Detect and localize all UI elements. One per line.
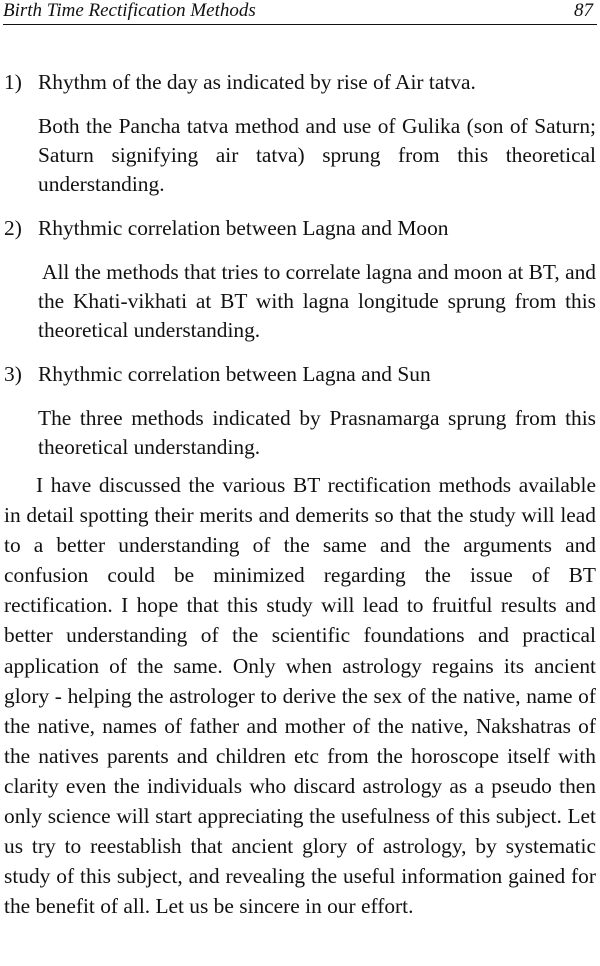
- list-item-number: 1): [4, 70, 22, 94]
- list-item: [4, 213, 596, 359]
- list-item-number: 3): [4, 362, 22, 386]
- list-item-description: Both the Pancha tatva method and use of Gulika (son of Saturn; Saturn signifying air tatva) sprung from this theoretical understanding.: [38, 114, 596, 196]
- body-text: [4, 67, 596, 921]
- list-item-description: All the methods that tries to correlate lagna and moon at BT, and the Khati-vikhati at BT with lagna longitude sprung from this theoretical understanding.: [38, 260, 596, 342]
- list-item: [4, 359, 596, 462]
- page-number: 87: [574, 0, 593, 21]
- list-item-description: The three methods indicated by Prasnamarga sprung from this theoretical understanding.: [38, 406, 596, 459]
- closing-paragraph: I have discussed the various BT rectification methods available in detail spotting their merits and demerits so that the study will lead to a better understanding of the same and the arguments and confusion could be minimized regarding the issue of BT rectification. I hope that this study will lead to fruitful results and better understanding of the scientific foundations and practical application of the same. Only when astrology regains its ancient glory - helping the astrologer to derive the sex of the native, name of the native, names of father and mother of the native, Nakshatras of the natives parents and children etc from the horoscope itself with clarity even the individuals who discard astrology as a pseudo then only science will start appreciating the usefulness of this subject. Let us try to reestablish that ancient glory of astrology, by systematic study of this subject, and revealing the useful information gained for the benefit of all. Let us be sincere in our effort.: [4, 473, 596, 919]
- list-item-title: Rhythmic correlation between Lagna and Moon: [38, 216, 449, 240]
- list-item-title: Rhythm of the day as indicated by rise of Air tatva.: [38, 70, 476, 94]
- list-item: [4, 67, 596, 213]
- list-item-heading: [4, 67, 596, 97]
- list-item-heading: [4, 359, 596, 389]
- list-item-number: 2): [4, 216, 22, 240]
- list-item-title: Rhythmic correlation between Lagna and Sun: [38, 362, 431, 386]
- list-item-heading: [4, 213, 596, 243]
- running-header: [3, 0, 597, 25]
- header-title: Birth Time Rectification Methods: [3, 0, 256, 21]
